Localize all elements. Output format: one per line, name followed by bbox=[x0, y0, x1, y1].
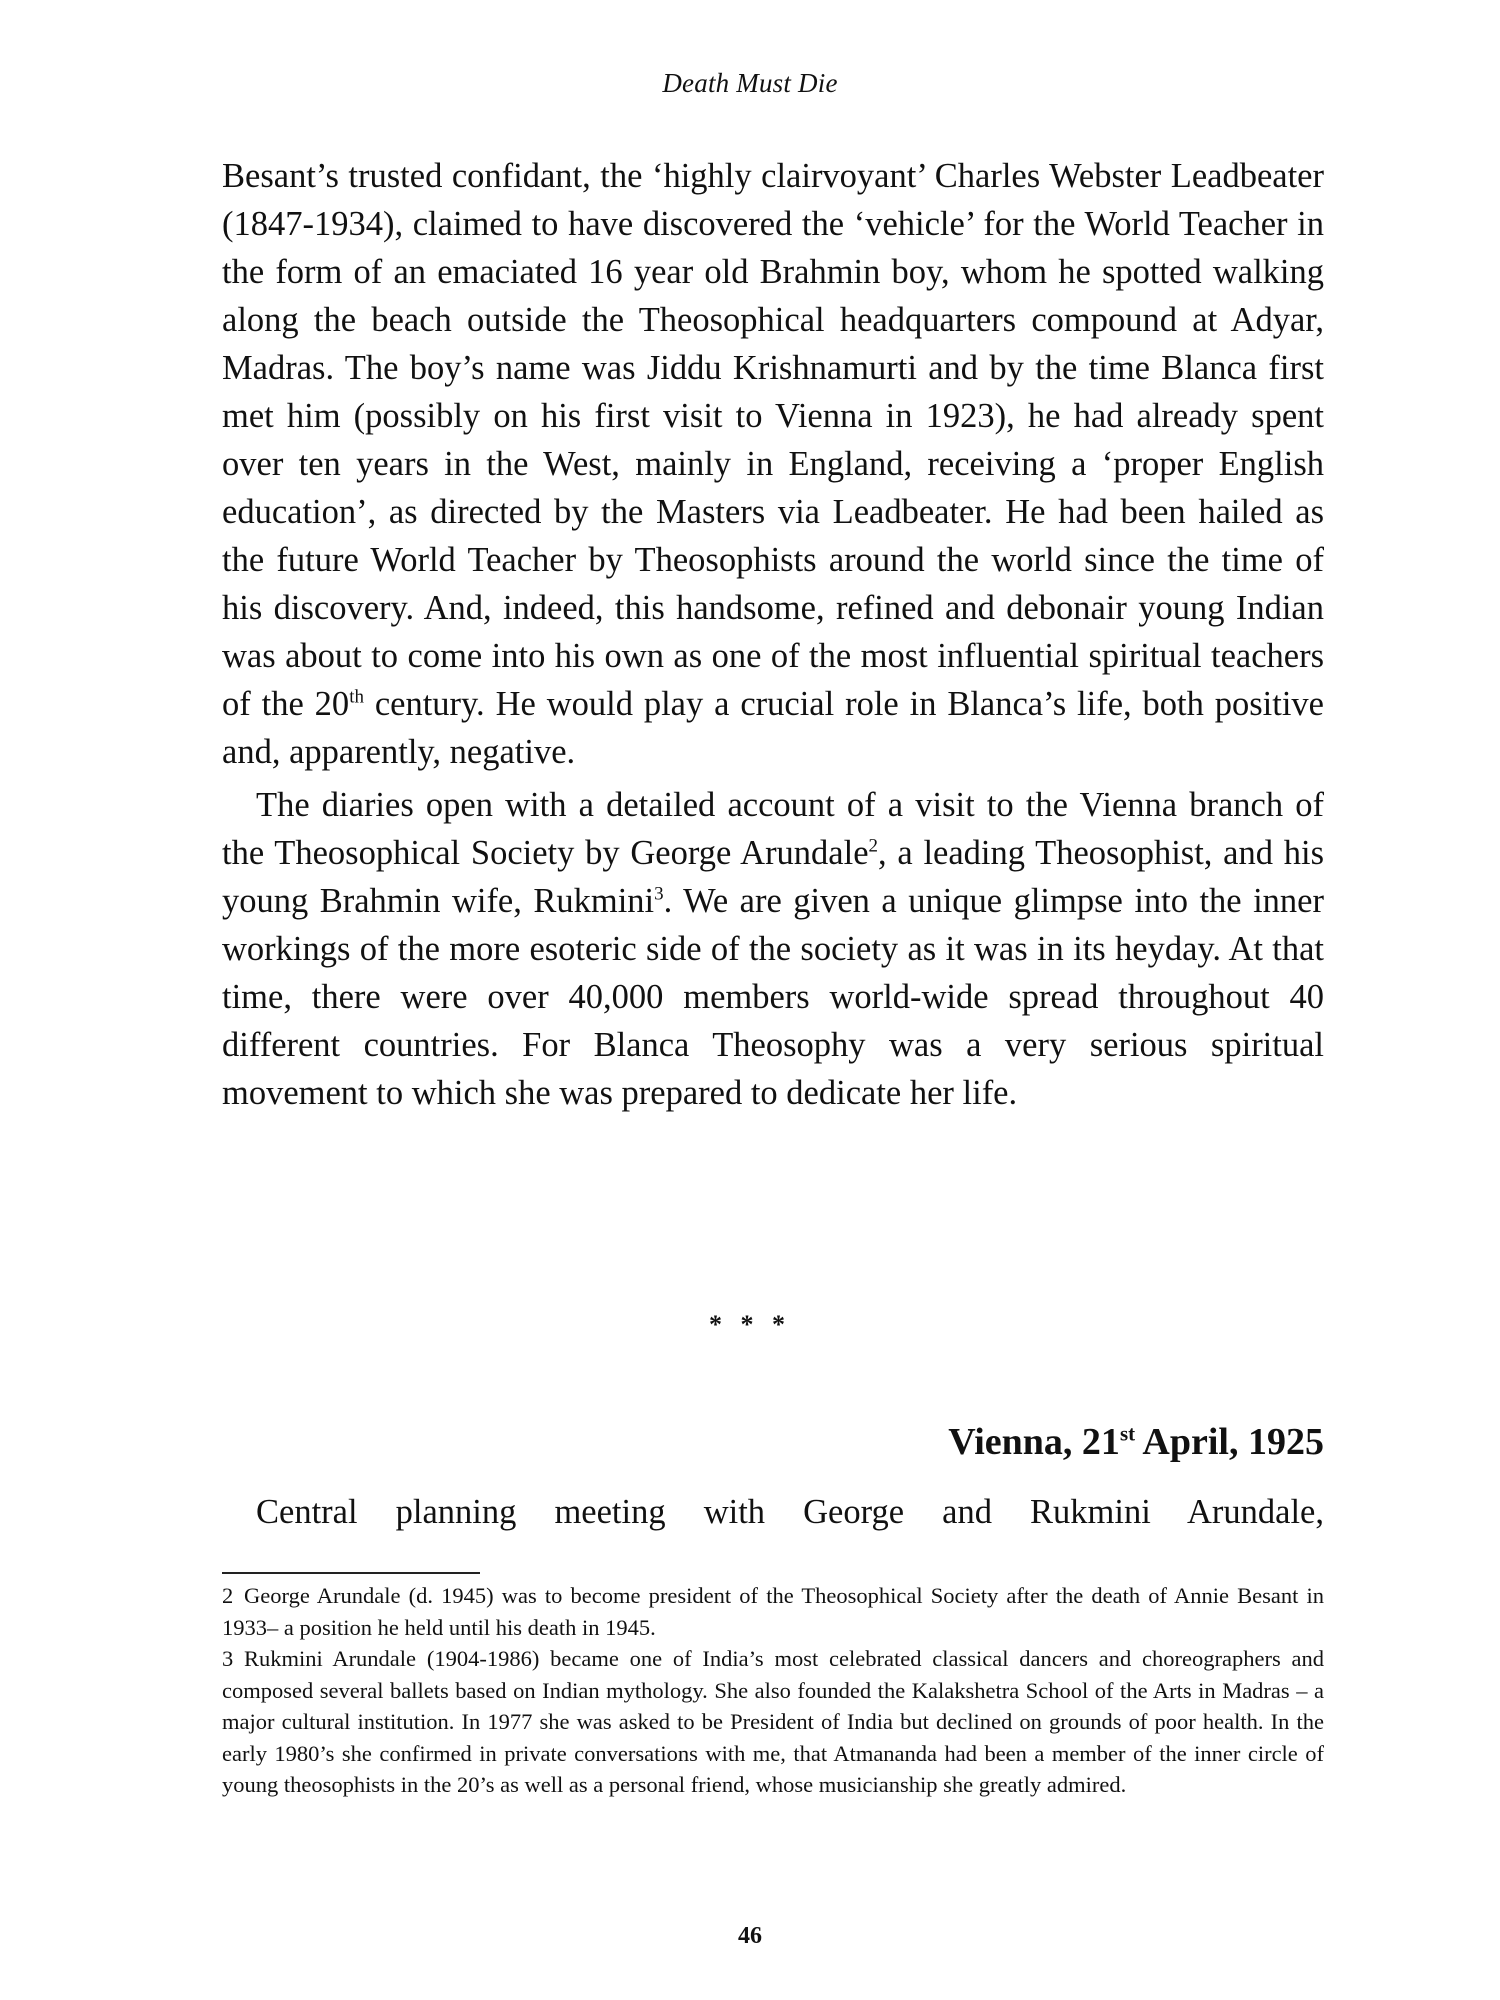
footnote-number: 3 bbox=[222, 1646, 234, 1671]
diary-entry-date bbox=[222, 1420, 1324, 1464]
diary-entry-text: Central planning meeting with George and Rukmini Arundale, bbox=[256, 1493, 1324, 1531]
footnote-ref-2[interactable]: 2 bbox=[868, 835, 878, 857]
footnote-ref-3[interactable]: 3 bbox=[654, 883, 664, 905]
date-ordinal-superscript: st bbox=[1119, 1421, 1136, 1446]
ordinal-superscript: th bbox=[349, 686, 364, 708]
body-paragraph-1 bbox=[222, 152, 1324, 776]
footnote-2 bbox=[222, 1580, 1324, 1643]
paragraph-text: . We are given a unique glimpse into the inner workings of the more esoteric side of the society as it was in its heyday. At that time, there were over 40,000 members world-wide spread throughout 40 different countries. For Blanca Theosophy was a very serious spiritual movement to which she was prepared to dedicate her life. bbox=[222, 882, 1324, 1112]
date-text: April, 1925 bbox=[1135, 1421, 1324, 1463]
body-paragraph-2 bbox=[222, 781, 1324, 1117]
footnote-3 bbox=[222, 1643, 1324, 1801]
footnote-divider bbox=[222, 1572, 480, 1574]
footnotes-section bbox=[222, 1580, 1324, 1801]
paragraph-text: , a leading Theosophist, and his young Brahmin wife, Rukmini bbox=[222, 834, 1324, 920]
page-number: 46 bbox=[738, 1923, 762, 1949]
running-head-title: Death Must Die bbox=[662, 68, 838, 98]
section-break-asterisks: * * * bbox=[709, 1310, 791, 1339]
date-text: Vienna, 21 bbox=[948, 1421, 1120, 1463]
footnote-text: George Arundale (d. 1945) was to become president of the Theosophical Society after the death of Annie Besant in 1933– a position he held until his death in 1945. bbox=[222, 1583, 1324, 1640]
footnote-text: Rukmini Arundale (1904-1986) became one of India’s most celebrated classical dancers and choreographers and composed several ballets based on Indian mythology. She also founded the Kalakshetra School of the Arts in Madras – a major cultural institution. In 1977 she was asked to be President of India but declined on grounds of poor health. In the early 1980’s she confirmed in private conversations with me, that Atmananda had been a member of the inner circle of young theosophists in the 20’s as well as a personal friend, whose musicianship she greatly admired. bbox=[222, 1646, 1324, 1797]
main-body-text bbox=[222, 152, 1324, 1117]
footnote-number: 2 bbox=[222, 1583, 234, 1608]
paragraph-text: The diaries open with a detailed account of a visit to the Vienna branch of the Theosophical Society by George Arundale bbox=[222, 786, 1324, 872]
paragraph-text: Besant’s trusted confidant, the ‘highly clairvoyant’ Charles Webster Leadbeater (1847-1934), claimed to have discovered the ‘vehicle’ for the World Teacher in the form of an emaciated 16 year old Brahmin boy, whom he spotted walking along the beach outside the Theosophical headquarters compound at Adyar, Madras. The boy’s name was Jiddu Krishnamurti and by the time Blanca first met him (possibly on his first visit to Vienna in 1923), he had already spent over ten years in the West, mainly in England, receiving a ‘proper English education’, as directed by the Masters via Leadbeater. He had been hailed as the future World Teacher by Theosophists around the world since the time of his discovery. And, indeed, this handsome, refined and debonair young Indian was about to come into his own as one of the most influential spiritual teachers of the 20 bbox=[222, 157, 1324, 723]
paragraph-text: century. He would play a crucial role in Blanca’s life, both positive and, apparently, negative. bbox=[222, 685, 1324, 771]
